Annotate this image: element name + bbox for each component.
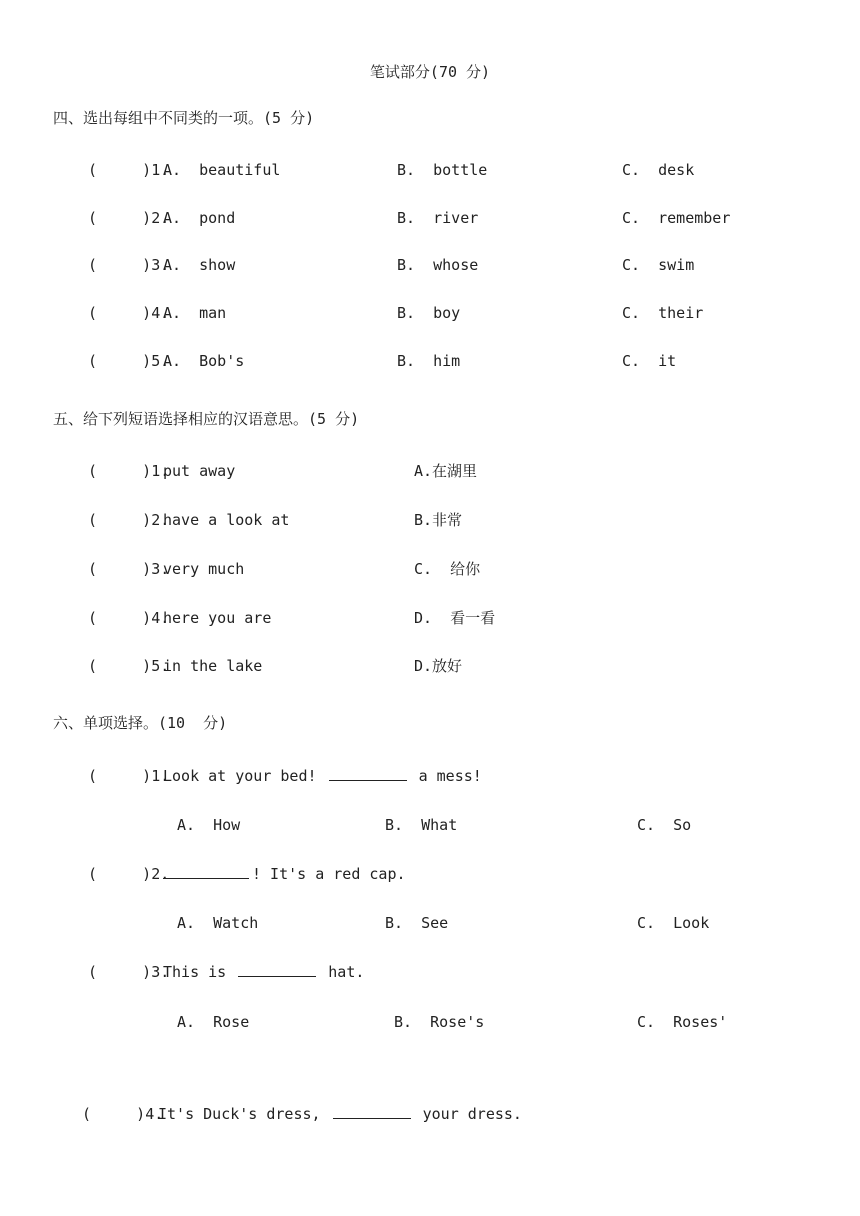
option-b: B. Rose's xyxy=(394,1013,485,1031)
question-number: ( )1. xyxy=(88,462,170,480)
phrase: put away xyxy=(163,462,236,480)
option-c: C. it xyxy=(622,352,677,370)
question-number: ( )5. xyxy=(88,352,170,370)
question-number: ( )2. xyxy=(88,511,170,529)
stem-after: ! It's a red cap. xyxy=(252,865,406,883)
meaning: D. 看一看 xyxy=(414,609,496,627)
question-number: ( )4. xyxy=(88,609,170,627)
stem-before: Look at your bed! xyxy=(163,767,317,785)
answer-blank xyxy=(333,1104,411,1119)
question-number: ( )3. xyxy=(88,256,170,274)
question-number: ( )1. xyxy=(88,161,170,179)
stem-after: hat. xyxy=(328,963,365,981)
answer-blank xyxy=(163,864,249,879)
option-a: A. show xyxy=(163,256,236,274)
question-number: ( )4. xyxy=(88,304,170,322)
option-c: C. So xyxy=(637,816,692,834)
answer-blank xyxy=(238,962,316,977)
option-a: A. man xyxy=(163,304,227,322)
option-a: A. beautiful xyxy=(163,161,281,179)
option-a: A. Bob's xyxy=(163,352,245,370)
option-b: B. boy xyxy=(397,304,461,322)
option-b: B. See xyxy=(385,914,449,932)
option-c: C. remember xyxy=(622,209,731,227)
option-b: B. whose xyxy=(397,256,479,274)
option-a: A. Rose xyxy=(177,1013,250,1031)
meaning: C. 给你 xyxy=(414,560,481,578)
option-b: B. river xyxy=(397,209,479,227)
question-stem xyxy=(163,766,482,786)
question-number: ( )4. xyxy=(82,1105,164,1123)
meaning: A.在湖里 xyxy=(414,462,478,480)
option-a: A. pond xyxy=(163,209,236,227)
question-number: ( )2. xyxy=(88,209,170,227)
stem-after: your dress. xyxy=(422,1105,522,1123)
page-title: 笔试部分(70 分) xyxy=(369,63,491,81)
meaning: D.放好 xyxy=(414,657,463,675)
question-number: ( )3. xyxy=(88,963,170,981)
stem-before: It's Duck's dress, xyxy=(158,1105,321,1123)
option-c: C. their xyxy=(622,304,704,322)
section-5-heading: 五、给下列短语选择相应的汉语意思。(5 分) xyxy=(53,410,360,428)
option-b: B. What xyxy=(385,816,458,834)
phrase: here you are xyxy=(163,609,272,627)
option-a: A. Watch xyxy=(177,914,259,932)
question-number: ( )2. xyxy=(88,865,170,883)
option-c: C. desk xyxy=(622,161,695,179)
answer-blank xyxy=(329,766,407,781)
phrase: very much xyxy=(163,560,245,578)
question-number: ( )1. xyxy=(88,767,170,785)
section-6-heading: 六、单项选择。(10 分) xyxy=(53,714,228,732)
option-b: B. him xyxy=(397,352,461,370)
question-stem xyxy=(163,864,406,884)
phrase: in the lake xyxy=(163,657,263,675)
question-stem xyxy=(158,1104,522,1124)
question-stem xyxy=(163,962,364,982)
section-4-heading: 四、选出每组中不同类的一项。(5 分) xyxy=(53,109,315,127)
option-c: C. Roses' xyxy=(637,1013,728,1031)
question-number: ( )5. xyxy=(88,657,170,675)
question-number: ( )3. xyxy=(88,560,170,578)
stem-after: a mess! xyxy=(418,767,482,785)
option-c: C. swim xyxy=(622,256,695,274)
meaning: B.非常 xyxy=(414,511,463,529)
option-b: B. bottle xyxy=(397,161,488,179)
option-a: A. How xyxy=(177,816,241,834)
phrase: have a look at xyxy=(163,511,290,529)
option-c: C. Look xyxy=(637,914,710,932)
stem-before: This is xyxy=(163,963,227,981)
